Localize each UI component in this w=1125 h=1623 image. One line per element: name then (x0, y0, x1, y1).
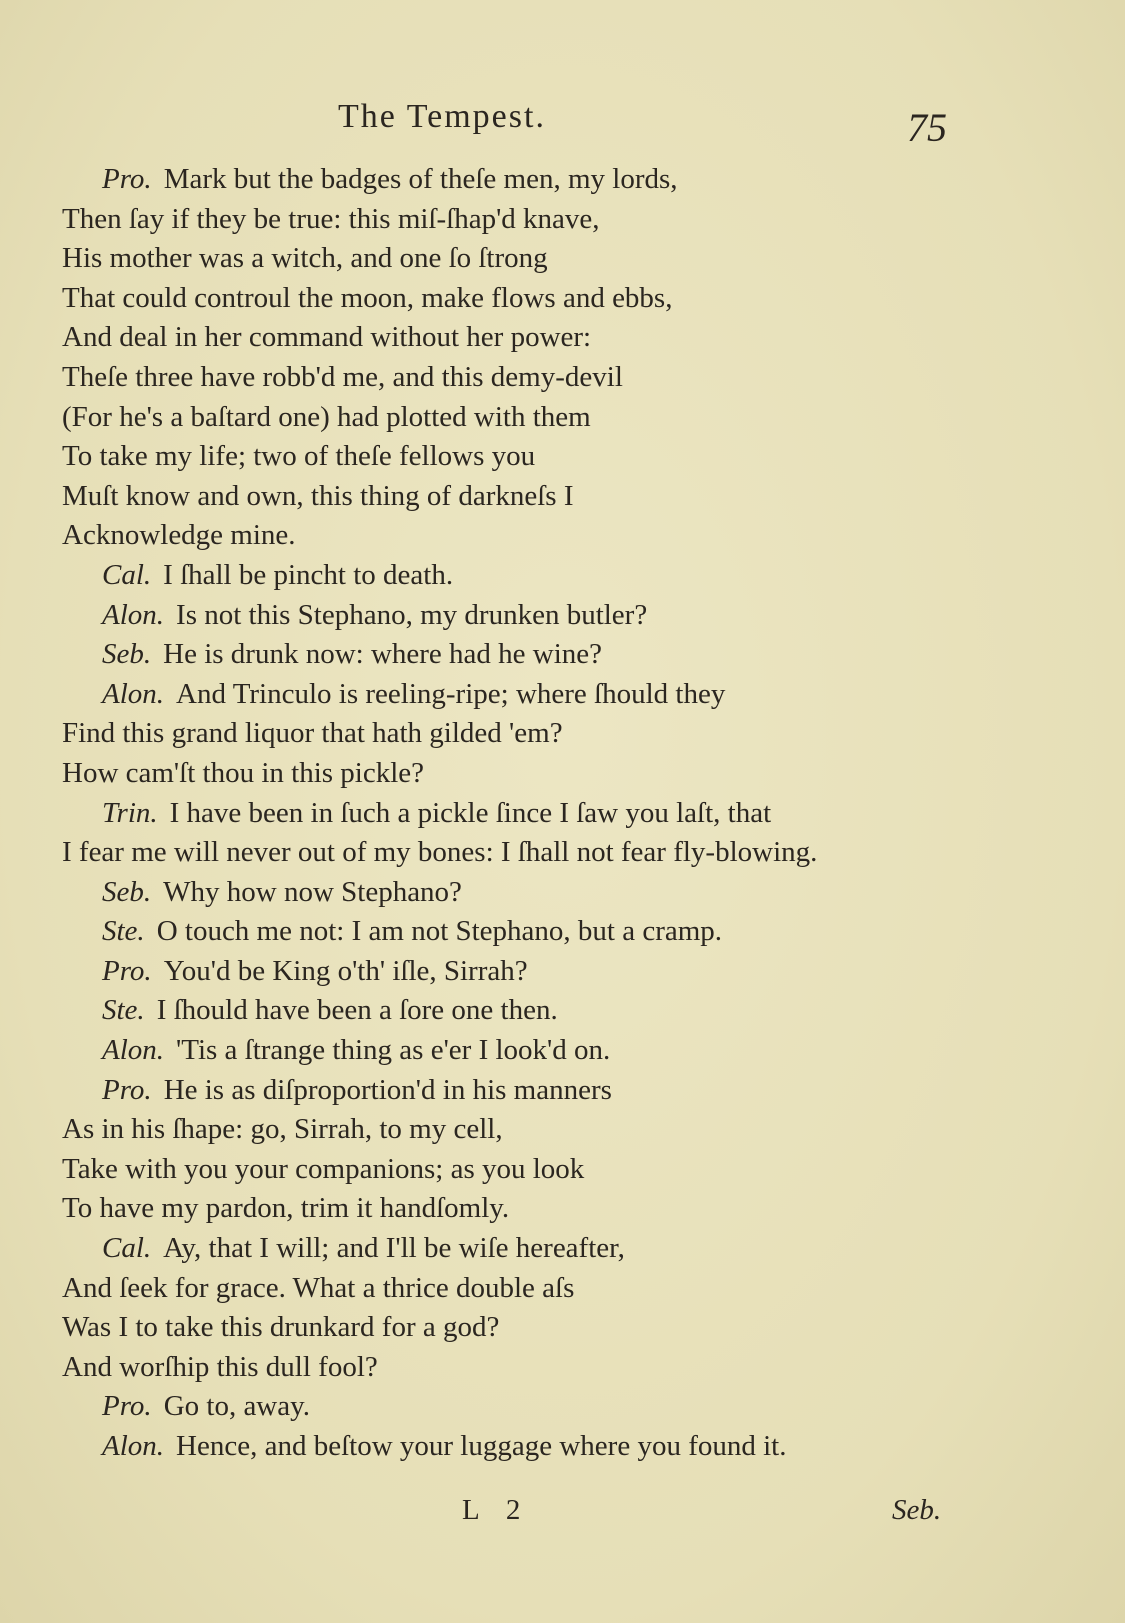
verse-line (62, 398, 962, 438)
verse-line (62, 477, 962, 517)
verse-line (62, 437, 962, 477)
line-text: Hence, and beſtow your luggage where you found it. (176, 1430, 787, 1462)
verse-line (62, 1189, 962, 1229)
line-text: Acknowledge mine. (62, 519, 296, 552)
line-text: To have my pardon, trim it handſomly. (62, 1192, 510, 1225)
speaker-name: Pro. (102, 954, 152, 987)
speech-line (62, 1229, 962, 1269)
line-text: He is drunk now: where had he wine? (163, 638, 603, 671)
speech-line (62, 912, 962, 952)
line-text: O touch me not: I am not Stephano, but a cramp. (156, 915, 723, 948)
signature-mark: L 2 (462, 1494, 531, 1526)
line-text: Muſt know and own, this thing of darkneſs I (62, 479, 574, 512)
verse-line (62, 358, 962, 398)
line-text: And deal in her command without her power: (62, 321, 592, 354)
verse-line (62, 239, 962, 279)
speech-line (62, 635, 962, 675)
speaker-name: Trin. (102, 796, 158, 829)
speech-line (62, 675, 962, 715)
verse-line (62, 714, 962, 754)
speaker-name: Seb. (102, 875, 152, 908)
play-text (62, 160, 962, 1467)
verse-line (62, 1269, 962, 1309)
line-text: Go to, away. (163, 1390, 310, 1423)
verse-line (62, 200, 962, 240)
catchword: Seb. (892, 1494, 942, 1526)
speaker-name: Pro. (102, 163, 152, 195)
line-text: As in his ſhape: go, Sirrah, to my cell, (62, 1113, 503, 1146)
speaker-name: Alon. (102, 598, 165, 631)
speaker-name: Ste. (102, 994, 145, 1027)
speaker-name: Ste. (102, 915, 145, 948)
speaker-name: Pro. (102, 1073, 152, 1106)
line-text: And worſhip this dull fool? (62, 1350, 378, 1383)
speech-line (62, 1031, 962, 1071)
line-text: His mother was a witch, and one ſo ſtrong (62, 242, 548, 275)
line-text: Mark but the badges of theſe men, my lords, (163, 163, 678, 195)
line-text: And Trinculo is reeling-ripe; where ſhould they (176, 677, 726, 710)
line-text: Then ſay if they be true: this miſ-ſhap'd knave, (62, 202, 600, 235)
verse-line (62, 1110, 962, 1150)
speech-line (62, 1427, 962, 1467)
speech-line (62, 556, 962, 596)
speech-line (62, 1071, 962, 1111)
verse-line (62, 1348, 962, 1388)
page-header (0, 98, 1125, 148)
verse-line (62, 516, 962, 556)
verse-line (62, 1308, 962, 1348)
line-text: Why how now Stephano? (163, 875, 462, 908)
line-text: Find this grand liquor that hath gilded 'em? (62, 717, 563, 750)
running-title: The Tempest. (338, 98, 546, 135)
verse-line (62, 318, 962, 358)
speaker-name: Cal. (102, 558, 152, 591)
page-number: 75 (907, 105, 947, 150)
speaker-name: Alon. (102, 1430, 165, 1462)
line-text: 'Tis a ſtrange thing as e'er I look'd on. (176, 1034, 611, 1067)
line-text: You'd be King o'th' iſle, Sirrah? (163, 954, 528, 987)
speaker-name: Alon. (102, 677, 165, 710)
speech-line (62, 952, 962, 992)
line-text: That could controul the moon, make flows and ebbs, (62, 281, 673, 314)
line-text: And ſeek for grace. What a thrice double aſs (62, 1271, 575, 1304)
verse-line (62, 754, 962, 794)
speech-line (62, 873, 962, 913)
line-text: I ſhould have been a ſore one then. (156, 994, 558, 1027)
speaker-name: Alon. (102, 1034, 165, 1067)
line-text: To take my life; two of theſe fellows you (62, 440, 536, 473)
speech-line (62, 160, 962, 200)
speech-line (62, 1387, 962, 1427)
speech-line (62, 794, 962, 834)
line-text: Ay, that I will; and I'll be wiſe hereafter, (163, 1232, 625, 1265)
line-text: (For he's a baſtard one) had plotted with them (62, 400, 591, 433)
verse-line (62, 833, 962, 873)
page-footer (0, 1494, 1125, 1534)
line-text: Was I to take this drunkard for a god? (62, 1311, 500, 1344)
verse-line (62, 279, 962, 319)
line-text: Theſe three have robb'd me, and this demy-devil (62, 360, 623, 393)
line-text: Is not this Stephano, my drunken butler? (176, 598, 648, 631)
speech-line (62, 596, 962, 636)
speaker-name: Pro. (102, 1390, 152, 1423)
verse-line (62, 1150, 962, 1190)
speech-line (62, 991, 962, 1031)
speaker-name: Seb. (102, 638, 152, 671)
line-text: Take with you your companions; as you look (62, 1152, 585, 1185)
line-text: I ſhall be pincht to death. (163, 558, 454, 591)
speaker-name: Cal. (102, 1232, 152, 1265)
line-text: I have been in ſuch a pickle ſince I ſaw you laſt, that (169, 796, 772, 829)
line-text: I fear me will never out of my bones: I ſhall not fear fly-blowing. (62, 836, 818, 869)
line-text: How cam'ſt thou in this pickle? (62, 756, 425, 789)
line-text: He is as diſproportion'd in his manners (163, 1073, 612, 1106)
